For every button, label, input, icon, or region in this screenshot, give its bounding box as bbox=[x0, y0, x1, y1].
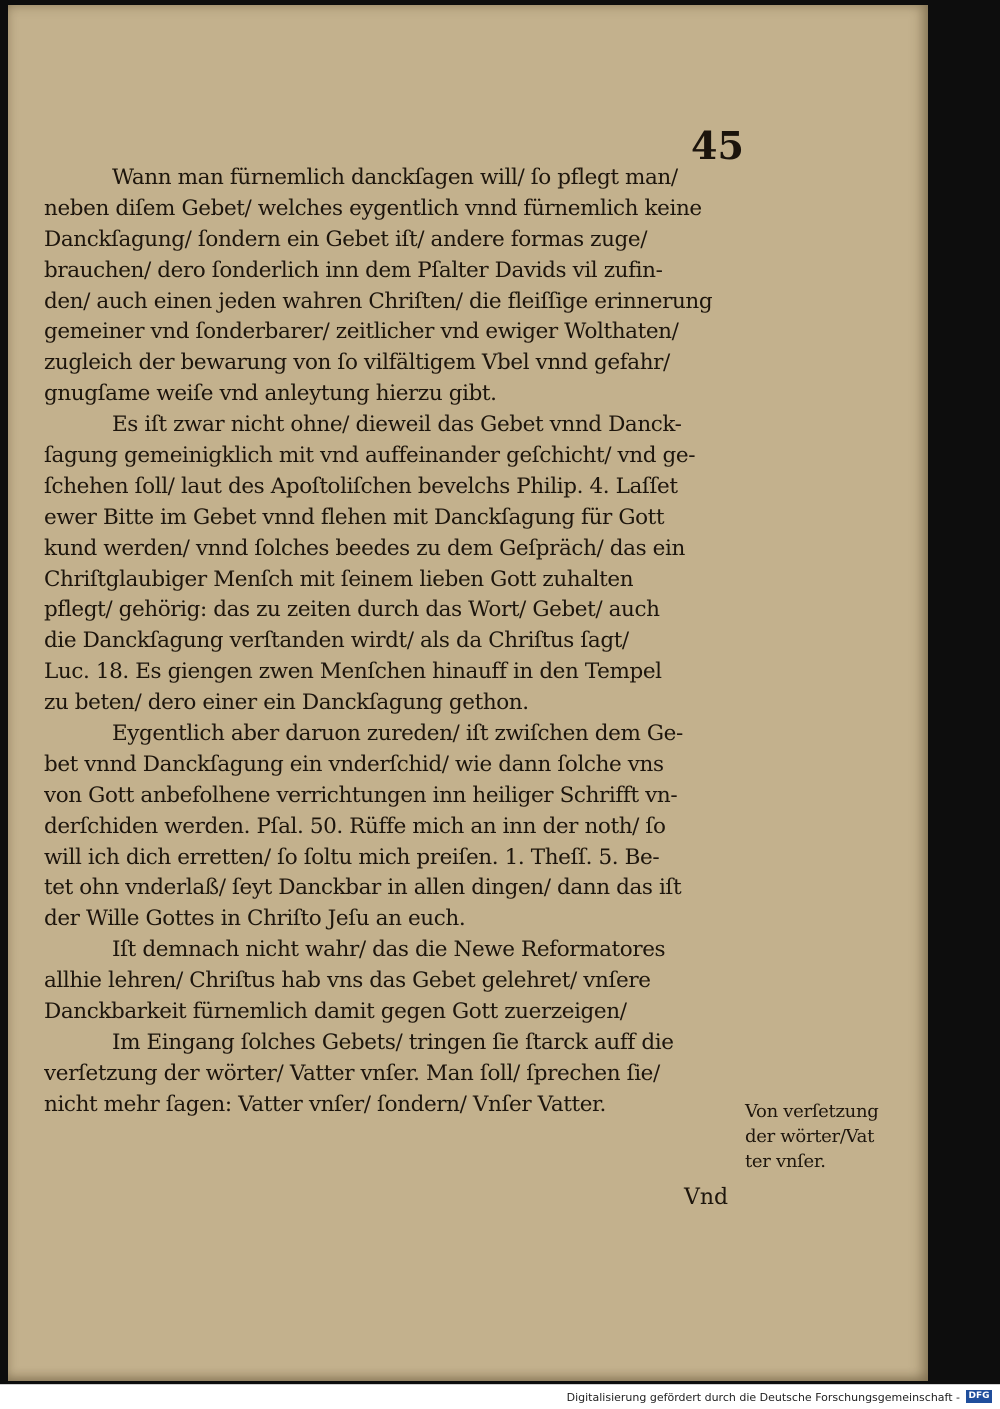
text-line: ſagung gemeinigklich mit vnd auffeinander geſchicht/ vnd ge- bbox=[44, 443, 696, 469]
marginal-note-line: ter vnſer. bbox=[745, 1151, 826, 1172]
text-line: verſetzung der wörter/ Vatter vnſer. Man ſoll/ ſprechen ſie/ bbox=[44, 1060, 660, 1086]
text-line: Iſt demnach nicht wahr/ das die Newe Reformatores bbox=[112, 937, 666, 963]
text-line: bet vnnd Danckſagung ein vnderſchid/ wie dann ſolche vns bbox=[44, 751, 664, 777]
text-line: Danckſagung/ ſondern ein Gebet iſt/ andere formas zuge/ bbox=[44, 226, 648, 252]
text-line: den/ auch einen jeden wahren Chriſten/ die fleiſſige erinnerung bbox=[44, 288, 713, 314]
book-page bbox=[8, 5, 928, 1381]
text-line: ſchehen ſoll/ laut des Apoſtoliſchen bevelchs Philip. 4. Laſſet bbox=[44, 473, 678, 499]
marginal-note-line: der wörter/Vat bbox=[745, 1126, 875, 1147]
text-line: Es iſt zwar nicht ohne/ dieweil das Gebet vnnd Danck- bbox=[112, 412, 682, 438]
text-line: zugleich der bewarung von ſo vilfältigem Vbel vnnd gefahr/ bbox=[44, 350, 670, 376]
footer-bar bbox=[0, 1384, 1000, 1409]
main-text-block bbox=[44, 163, 746, 1121]
text-line: die Danckſagung verſtanden wirdt/ als da Chriſtus ſagt/ bbox=[44, 628, 629, 654]
text-line: gnugſame weiſe vnd anleytung hierzu gibt. bbox=[44, 381, 497, 407]
text-line: derſchiden werden. Pſal. 50. Rüffe mich an inn der noth/ ſo bbox=[44, 813, 666, 839]
text-line: tet ohn vnderlaß/ ſeyt Danckbar in allen dingen/ dann das iſt bbox=[44, 875, 682, 901]
text-line: von Gott anbefolhene verrichtungen inn heiliger Schrifft vn- bbox=[44, 782, 678, 808]
text-line: Danckbarkeit fürnemlich damit gegen Gott zuerzeigen/ bbox=[44, 999, 627, 1025]
marginal-note-line: Von verſetzung bbox=[745, 1101, 879, 1122]
text-line: zu beten/ dero einer ein Danckſagung gethon. bbox=[44, 690, 529, 716]
text-line: Wann man fürnemlich danckſagen will/ ſo pflegt man/ bbox=[112, 165, 678, 190]
text-line: neben diſem Gebet/ welches eygentlich vnnd fürnemlich keine bbox=[44, 195, 702, 221]
text-line: Luc. 18. Es giengen zwen Menſchen hinauff in den Tempel bbox=[44, 659, 662, 685]
funding-credit: Digitalisierung gefördert durch die Deutsche Forschungsgemeinschaft - bbox=[566, 1391, 960, 1404]
text-line: Im Eingang ſolches Gebets/ tringen ſie ſtarck auff die bbox=[112, 1029, 674, 1055]
text-line: Eygentlich aber daruon zureden/ iſt zwiſchen dem Ge- bbox=[112, 721, 683, 747]
marginal-note bbox=[745, 1099, 915, 1174]
text-line: nicht mehr ſagen: Vatter vnſer/ ſondern/ Vnſer Vatter. bbox=[44, 1091, 606, 1117]
text-line: pflegt/ gehörig: das zu zeiten durch das Wort/ Gebet/ auch bbox=[44, 597, 660, 623]
text-line: gemeiner vnd ſonderbarer/ zeitlicher vnd ewiger Wolthaten/ bbox=[44, 319, 679, 345]
text-line: allhie lehren/ Chriſtus hab vns das Gebet gelehret/ vnſere bbox=[44, 968, 651, 994]
text-line: brauchen/ dero ſonderlich inn dem Pſalter Davids vil zufin- bbox=[44, 257, 663, 283]
dfg-logo-icon: DFG bbox=[966, 1390, 992, 1403]
text-line: kund werden/ vnnd ſolches beedes zu dem Geſpräch/ das ein bbox=[44, 535, 685, 561]
text-line: ewer Bitte im Gebet vnnd flehen mit Danckſagung für Gott bbox=[44, 504, 665, 530]
catchword: Vnd bbox=[684, 1185, 729, 1210]
text-line: will ich dich erretten/ ſo ſoltu mich preiſen. 1. Theſſ. 5. Be- bbox=[44, 844, 660, 870]
page-number: 45 bbox=[691, 123, 744, 168]
text-line: Chriſtglaubiger Menſch mit ſeinem lieben Gott zuhalten bbox=[44, 566, 634, 592]
text-line: der Wille Gottes in Chriſto Jeſu an euch. bbox=[44, 906, 466, 932]
